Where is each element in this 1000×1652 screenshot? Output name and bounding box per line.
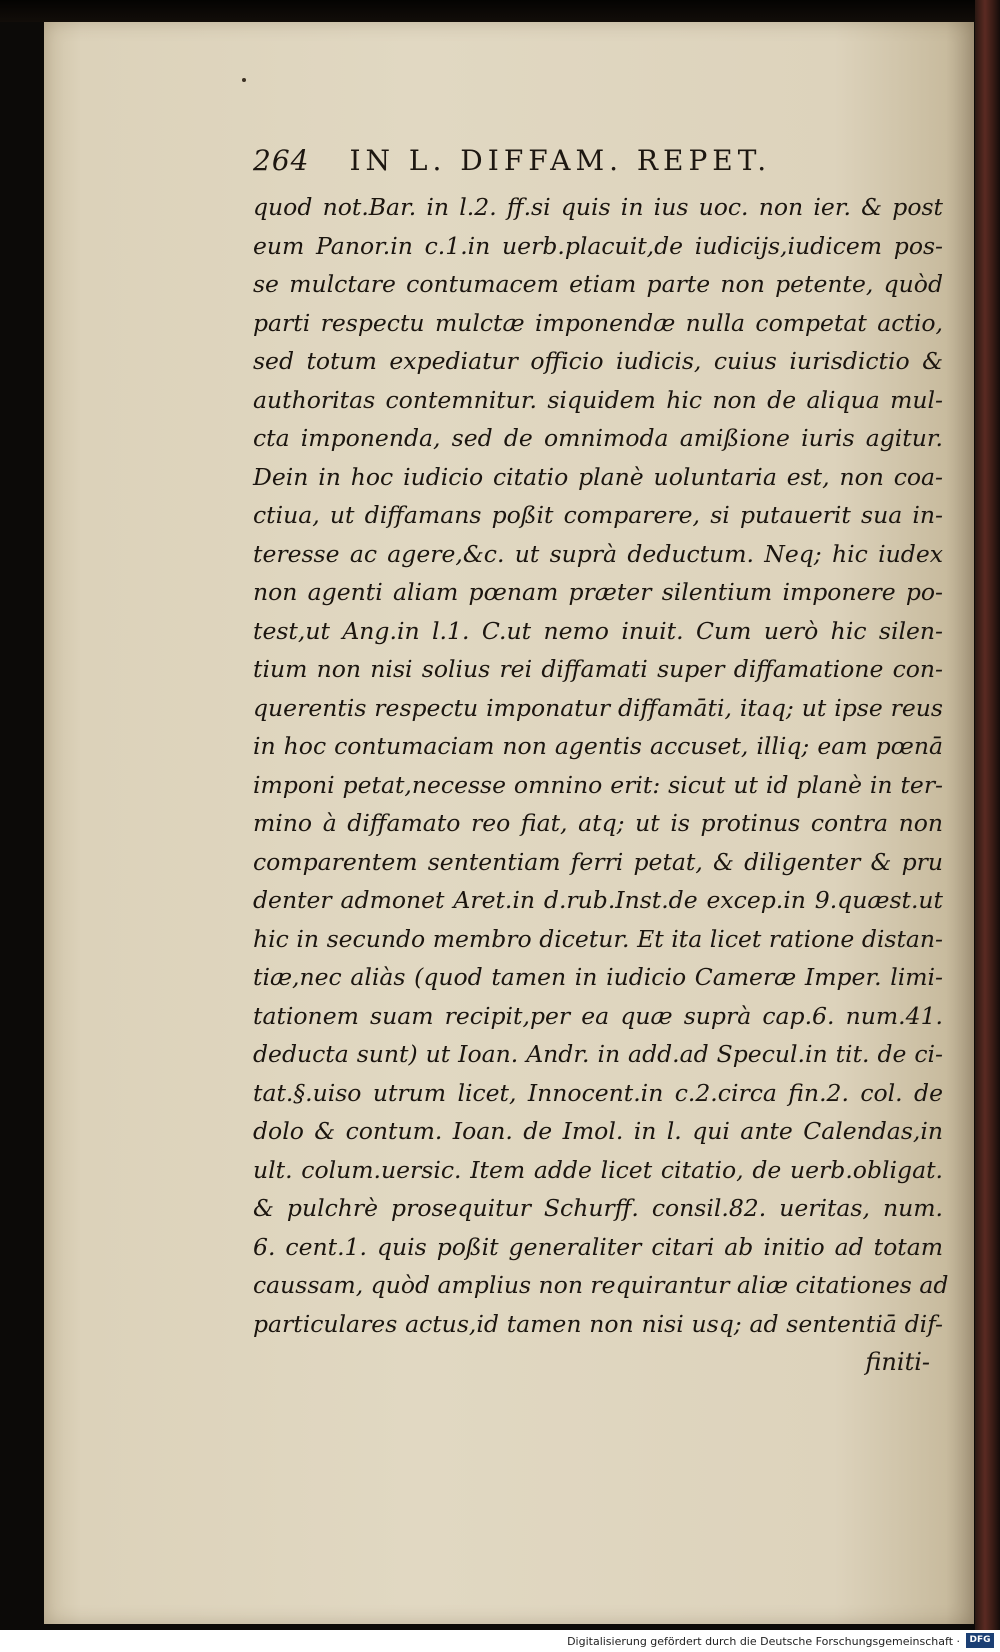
text-line: cta imponenda, sed de omnimoda amißione iuris agitur. [253, 424, 943, 452]
text-line: Dein in hoc iudicio citatio planè uoluntaria est, non coa- [253, 462, 943, 491]
text-line: tiæ,nec aliàs (quod tamen in iudicio Cameræ Imper. limi- [253, 963, 943, 991]
text-line: tium non nisi solius rei diffamati super diffamatione con- [253, 655, 943, 683]
text-line: comparentem sententiam ferri petat, & diligenter & pru [253, 847, 943, 876]
text-line: tationem suam recipit,per ea quæ suprà cap.6. num.41. [253, 1001, 943, 1030]
text-line: test,ut Ang.in l.1. C.ut nemo inuit. Cum uerò hic silen- [253, 616, 943, 645]
funding-notice: Digitalisierung gefördert durch die Deutsche Forschungsgemeinschaft · [567, 1635, 960, 1648]
running-title: IN L. DIFFAM. REPET. [349, 144, 772, 177]
book-edge-right [975, 0, 1000, 1652]
text-line: non agenti aliam pœnam præter silentium imponere po- [253, 578, 943, 606]
footer-bar [0, 1630, 1000, 1652]
body-text [253, 188, 949, 1343]
text-line: dolo & contum. Ioan. de Imol. in l. qui ante Calendas,in [253, 1117, 943, 1145]
text-line: quod not.Bar. in l.2. ff.si quis in ius uoc. non ier. & post [253, 193, 943, 221]
text-line: parti respectu mulctæ imponendæ nulla competat actio, [253, 308, 943, 337]
text-line: querentis respectu imponatur diffamāti, itaq; ut ipse reus [253, 693, 943, 722]
text-line: caussam, quòd amplius non requirantur aliæ citationes ad [253, 1271, 949, 1299]
book-edge-top [0, 0, 1000, 22]
text-line: particulares actus,id tamen non nisi usq; ad sententiā dif- [253, 1309, 943, 1338]
running-head [253, 144, 833, 184]
text-line: 6. cent.1. quis poßit generaliter citari ab initio ad totam [253, 1232, 943, 1261]
text-line: teresse ac agere,&c. ut suprà deductum. Neq; hic iudex [253, 539, 943, 568]
text-line: ult. colum.uersic. Item adde licet citatio, de uerb.obligat. [253, 1155, 943, 1184]
text-line: sed totum expediatur officio iudicis, cuius iurisdictio & [253, 347, 943, 375]
catchword: finiti- [865, 1348, 930, 1376]
text-line: & pulchrè prosequitur Schurff. consil.82. ueritas, num. [253, 1194, 943, 1222]
text-line: in hoc contumaciam non agentis accuset, illiq; eam pœnā [253, 732, 943, 760]
text-line: se mulctare contumacem etiam parte non petente, quòd [253, 270, 943, 298]
page-spot [242, 78, 246, 82]
text-line: deducta sunt) ut Ioan. Andr. in add.ad Specul.in tit. de ci- [253, 1040, 943, 1068]
text-line: denter admonet Aret.in d.rub.Inst.de excep.in 9.quæst.ut [253, 886, 943, 914]
text-line: imponi petat,necesse omnino erit: sicut ut id planè in ter- [253, 770, 943, 799]
page-number: 264 [253, 144, 310, 177]
text-line: authoritas contemnitur. siquidem hic non de aliqua mul- [253, 385, 943, 414]
text-line: eum Panor.in c.1.in uerb.placuit,de iudicijs,iudicem pos- [253, 231, 943, 260]
text-line: tat.§.uiso utrum licet, Innocent.in c.2.circa fin.2. col. de [253, 1078, 943, 1107]
text-line: hic in secundo membro dicetur. Et ita licet ratione distan- [253, 924, 943, 953]
text-line: ctiua, ut diffamans poßit comparere, si putauerit sua in- [253, 501, 943, 529]
dfg-logo: DFG [966, 1633, 994, 1648]
text-line: mino à diffamato reo fiat, atq; ut is protinus contra non [253, 809, 943, 837]
